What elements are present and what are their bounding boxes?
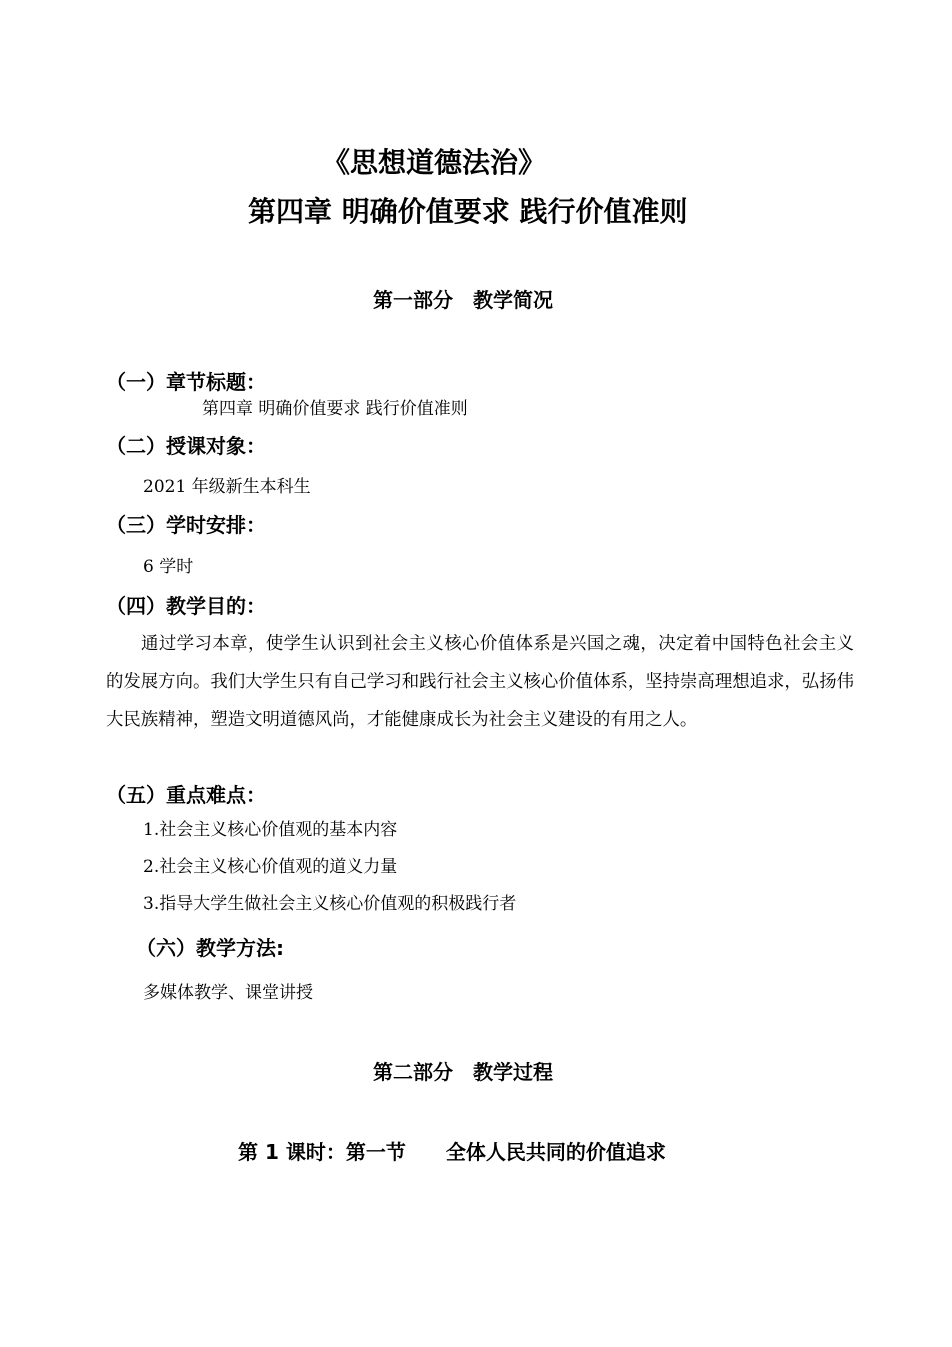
lesson-title: 第 1 课时：第一节 全体人民共同的价值追求 <box>238 1140 666 1164</box>
chapter-section-content: 第四章 明确价值要求 践行价值准则 <box>202 399 468 419</box>
key-points-section-heading: （五）重点难点： <box>106 783 266 807</box>
part-one-title: 第一部分 教学简况 <box>373 288 553 312</box>
key-point-item: 1.社会主义核心价值观的基本内容 <box>143 820 398 840</box>
audience-section-heading: （二）授课对象： <box>106 434 266 458</box>
chapter-section-heading: （一）章节标题： <box>106 370 266 394</box>
audience-section-content: 2021 年级新生本科生 <box>143 477 311 497</box>
course-title: 《思想道德法治》 <box>322 146 547 179</box>
part-two-title: 第二部分 教学过程 <box>373 1060 553 1084</box>
key-point-item: 2.社会主义核心价值观的道义力量 <box>143 857 398 877</box>
hours-section-content: 6 学时 <box>143 557 194 577</box>
methods-section-content: 多媒体教学、课堂讲授 <box>143 983 313 1003</box>
key-point-item: 3.指导大学生做社会主义核心价值观的积极践行者 <box>143 894 517 914</box>
methods-section-heading: （六）教学方法: <box>136 936 284 960</box>
hours-section-heading: （三）学时安排： <box>106 513 266 537</box>
chapter-title: 第四章 明确价值要求 践行价值准则 <box>248 195 688 228</box>
objective-section-heading: （四）教学目的： <box>106 594 266 618</box>
objective-paragraph: 通过学习本章，使学生认识到社会主义核心价值体系是兴国之魂，决定着中国特色社会主义的发展方向。我们大学生只有自己学习和践行社会主义核心价值体系，坚持崇高理想追求，弘扬伟大民族精神，塑造文明道德风尚，才能健康成长为社会主义建设的有用之人。 <box>106 634 854 730</box>
